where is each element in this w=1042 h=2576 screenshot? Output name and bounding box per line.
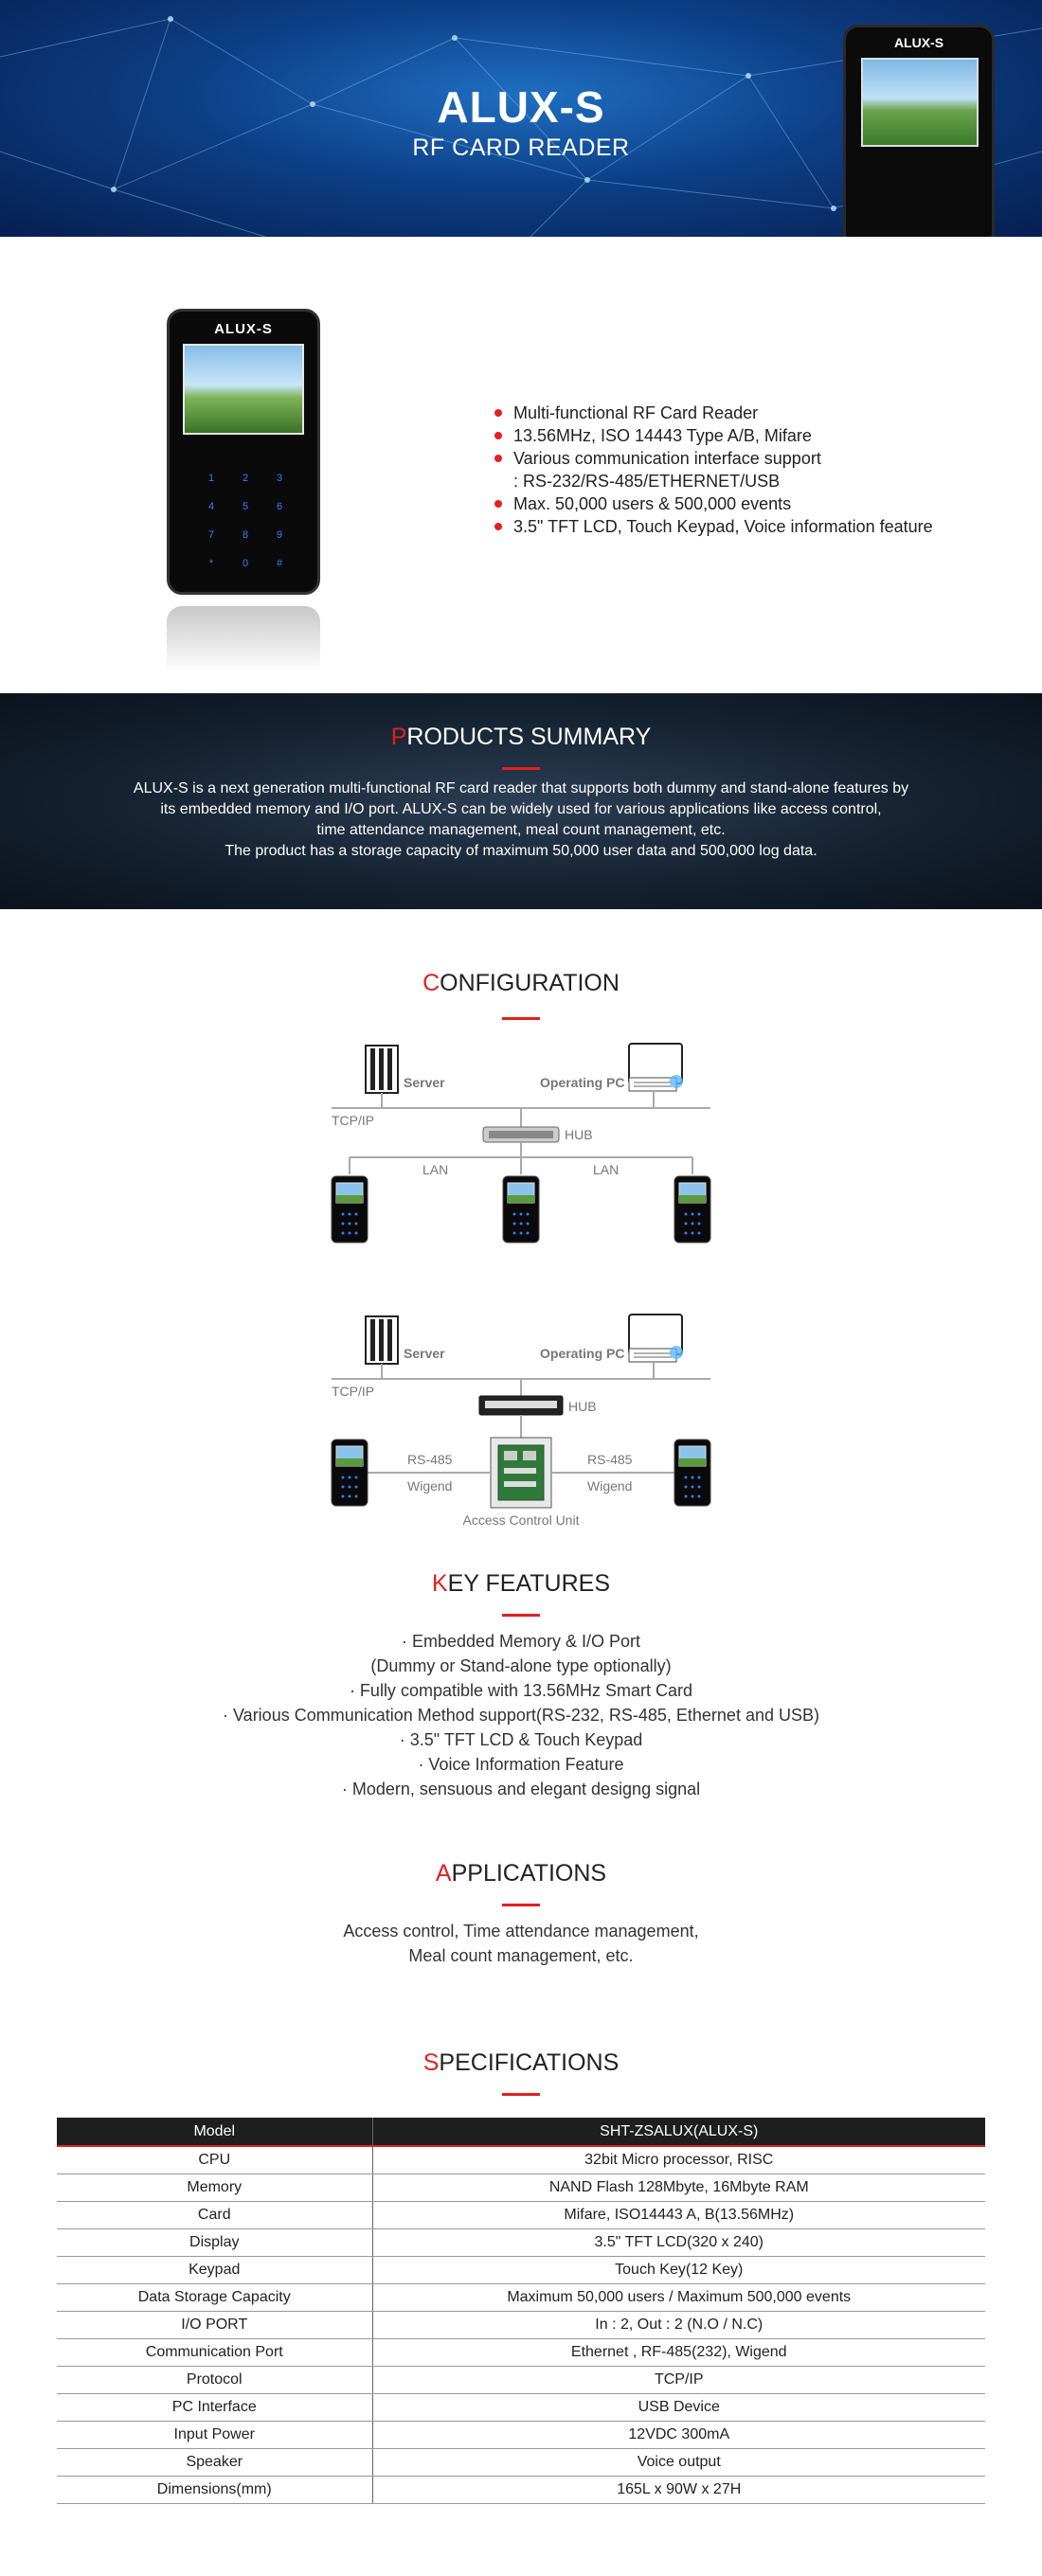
applications-title: APPLICATIONS: [435, 1860, 607, 1887]
feature-item: Various communication interface support: [494, 447, 933, 470]
title-underline: [502, 1614, 540, 1617]
table-row: Communication Port Ethernet , RF-485(232), Wigend: [57, 2338, 985, 2366]
title-underline: [502, 767, 540, 770]
key-8: 8: [242, 529, 249, 541]
svg-text:Wigend: Wigend: [587, 1478, 633, 1494]
key-hash: #: [276, 558, 283, 569]
feature-item: Max. 50,000 users & 500,000 events: [494, 492, 933, 515]
table-header-cell: Model: [57, 2118, 372, 2146]
key-7: 7: [207, 529, 215, 541]
key-features-list: [0, 1629, 1042, 1801]
svg-text:HUB: HUB: [568, 1399, 597, 1414]
feature-item-continued: : RS-232/RS-485/ETHERNET/USB: [513, 472, 781, 491]
title-underline: [502, 1017, 540, 1020]
device-screen: [183, 344, 304, 435]
feature-list: [494, 402, 933, 538]
specifications-title: SPECIFICATIONS: [422, 2049, 620, 2076]
svg-text:Server: Server: [404, 1346, 445, 1361]
bullet-icon: [494, 523, 502, 530]
bullet-icon: [494, 432, 502, 439]
key-6: 6: [276, 501, 283, 512]
svg-text:Operating PC: Operating PC: [540, 1075, 625, 1090]
svg-text:Access Control Unit: Access Control Unit: [462, 1512, 580, 1528]
key-feature-line: · Modern, sensuous and elegant designg signal: [341, 1780, 701, 1798]
svg-text:Operating PC: Operating PC: [540, 1346, 625, 1361]
device-brand: ALUX-S: [214, 321, 273, 337]
feature-item: Multi-functional RF Card Reader: [494, 402, 933, 424]
feature-item: 3.5" TFT LCD, Touch Keypad, Voice information feature: [494, 515, 933, 538]
title-underline: [502, 1904, 540, 1906]
key-9: 9: [276, 529, 283, 541]
svg-text:TCP/IP: TCP/IP: [332, 1113, 375, 1128]
specifications-table: [57, 2118, 985, 2504]
table-row: Speaker Voice output: [57, 2448, 985, 2476]
key-4: 4: [207, 501, 215, 512]
summary-text: ALUX-S is a next generation multi-functional RF card reader that supports both dummy and stand-alone features by its embedded memory and I/O port. ALUX-S can be widely used for various applications like access control, time attendance management, meal count management, etc. The product has a storage capacity of maximum 50,000 user data and 500,000 log data.: [133, 780, 909, 859]
hero-device-image: [843, 25, 995, 237]
key-feature-line: · Voice Information Feature: [418, 1755, 624, 1774]
device-keypad: [200, 473, 291, 577]
table-row: Protocol TCP/IP: [57, 2366, 985, 2393]
key-feature-line: · Various Communication Method support(RS-232, RS-485, Ethernet and USB): [223, 1706, 819, 1725]
table-row: Display 3.5" TFT LCD(320 x 240): [57, 2228, 985, 2256]
bullet-icon: [494, 455, 502, 462]
configuration-title: CONFIGURATION: [422, 970, 620, 996]
svg-text:Server: Server: [404, 1075, 445, 1090]
hero-subtitle: RF CARD READER: [412, 134, 630, 161]
key-features-title: KEY FEATURES: [431, 1570, 611, 1597]
hero-title: ALUX-S: [437, 82, 605, 132]
feature-item: 13.56MHz, ISO 14443 Type A/B, Mifare: [494, 424, 933, 447]
products-summary-section: [0, 693, 1042, 909]
key-feature-line: (Dummy or Stand-alone type optionally): [370, 1656, 672, 1675]
table-header-cell: SHT-ZSALUX(ALUX-S): [372, 2118, 985, 2146]
key-feature-line: · Fully compatible with 13.56MHz Smart Card: [349, 1681, 693, 1700]
device-reflection: [167, 606, 320, 672]
table-row: Input Power 12VDC 300mA: [57, 2421, 985, 2448]
table-header-row: [57, 2118, 985, 2146]
summary-title: PRODUCTS SUMMARY: [390, 724, 652, 750]
table-row: Card Mifare, ISO14443 A, B(13.56MHz): [57, 2201, 985, 2228]
key-1: 1: [207, 473, 215, 484]
bullet-icon: [494, 409, 502, 417]
hero-device-brand: ALUX-S: [893, 35, 944, 50]
hero-device-screen: [861, 58, 979, 147]
svg-text:RS-485: RS-485: [407, 1452, 453, 1467]
svg-text:RS-485: RS-485: [587, 1452, 633, 1467]
key-0: 0: [242, 558, 249, 569]
key-5: 5: [242, 501, 249, 512]
table-row: I/O PORT In : 2, Out : 2 (N.O / N.C): [57, 2311, 985, 2338]
table-row: Dimensions(mm) 165L x 90W x 27H: [57, 2476, 985, 2503]
table-row: PC Interface USB Device: [57, 2393, 985, 2421]
svg-text:Wigend: Wigend: [407, 1478, 453, 1494]
key-star: *: [208, 558, 214, 569]
key-3: 3: [276, 473, 283, 484]
svg-text:HUB: HUB: [565, 1127, 593, 1142]
table-row: Memory NAND Flash 128Mbyte, 16Mbyte RAM: [57, 2174, 985, 2201]
key-feature-line: · Embedded Memory & I/O Port: [401, 1632, 641, 1651]
table-row: CPU 32bit Micro processor, RISC: [57, 2146, 985, 2174]
svg-text:TCP/IP: TCP/IP: [332, 1384, 375, 1399]
hero-banner: [0, 0, 1042, 237]
svg-text:LAN: LAN: [593, 1162, 620, 1177]
configuration-diagram: [0, 1032, 1042, 1563]
bullet-icon: [494, 500, 502, 508]
key-2: 2: [242, 473, 249, 484]
table-row: Data Storage Capacity Maximum 50,000 users / Maximum 500,000 events: [57, 2283, 985, 2311]
title-underline: [502, 2093, 540, 2096]
svg-text:LAN: LAN: [422, 1162, 449, 1177]
applications-text: Access control, Time attendance management, Meal count management, etc.: [343, 1922, 699, 1965]
product-device-image: [167, 309, 320, 595]
table-row: Keypad Touch Key(12 Key): [57, 2256, 985, 2283]
key-feature-line: · 3.5" TFT LCD & Touch Keypad: [399, 1730, 643, 1749]
